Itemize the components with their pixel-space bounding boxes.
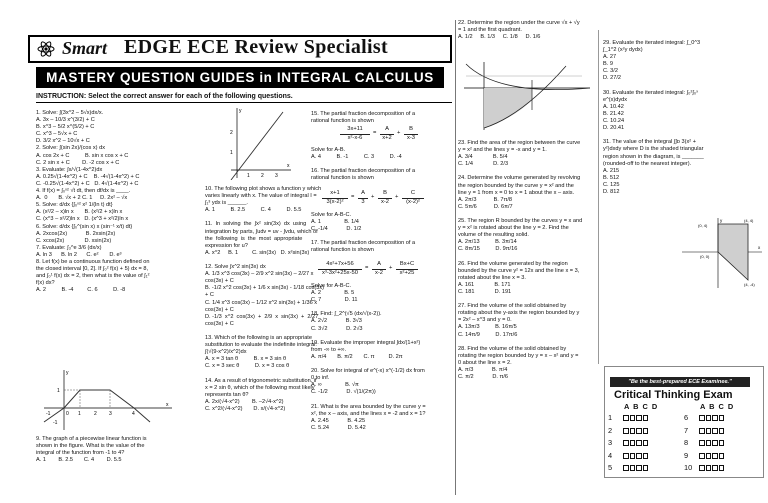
answer-bubble[interactable] — [636, 415, 642, 421]
answer-bubble[interactable] — [630, 453, 636, 459]
answer-bubble[interactable] — [630, 415, 636, 421]
answer-bubble[interactable] — [712, 453, 718, 459]
answer-bubble[interactable] — [712, 428, 718, 434]
point-label: (0, 4) — [698, 223, 708, 228]
answer-row: 8 — [684, 438, 725, 451]
answer-bubble[interactable] — [712, 440, 718, 446]
answer-bubble[interactable] — [643, 415, 649, 421]
tick-label: 4 — [132, 411, 135, 417]
answer-bubble[interactable] — [719, 465, 725, 471]
answer-bubble[interactable] — [636, 465, 642, 471]
answer-bubble[interactable] — [699, 440, 705, 446]
tick-label: 0 — [66, 411, 69, 417]
question-16: Solve for A-B. A. 4 B. -1 C. 3 D. -4 16. The partial fraction decomposition of a rational function is shown — [311, 147, 416, 182]
triangular-region-figure — [678, 216, 764, 290]
answer-bubble[interactable] — [623, 415, 629, 421]
answer-bubble[interactable] — [706, 465, 712, 471]
answer-row: 3 — [608, 438, 649, 451]
answer-bubble[interactable] — [719, 440, 725, 446]
answer-row: 6 — [684, 413, 725, 426]
answer-row: 7 — [684, 426, 725, 439]
tick-label: -1 — [46, 411, 51, 417]
tick-label: 2 — [261, 173, 264, 179]
brand-name: Smart — [62, 38, 108, 58]
answer-row: 2 — [608, 426, 649, 439]
column-divider — [455, 20, 456, 495]
question-9: 9. The graph of a piecewise linear function is shown in the figure. What is the value of the integral of the function from -1 to 4? A. 1 B. 2.5 C. 4 D. 5.5 — [36, 436, 147, 464]
answer-bubble[interactable] — [706, 415, 712, 421]
answer-row: 5 — [608, 463, 649, 476]
answer-bubble[interactable] — [623, 428, 629, 434]
piecewise-graph-figure — [38, 366, 178, 434]
answer-bubble[interactable] — [719, 453, 725, 459]
answer-bubble[interactable] — [706, 440, 712, 446]
tick-label: 1 — [78, 411, 81, 417]
tick-label: 2 — [230, 130, 233, 136]
answer-bubble[interactable] — [636, 428, 642, 434]
axis-label: y — [720, 218, 723, 223]
tick-label: -1 — [53, 420, 58, 426]
divider — [36, 102, 452, 103]
answer-bubble[interactable] — [630, 465, 636, 471]
answer-row: 4 — [608, 451, 649, 464]
answer-bubble[interactable] — [699, 465, 705, 471]
point-label: (4, -4) — [744, 282, 755, 287]
partial-fraction-17: 4x²+7x+56 x³-3x²+25x-50 = A x-2 + Bx+C x²+25 — [318, 261, 452, 281]
axis-label: x — [287, 163, 290, 169]
answer-bubble[interactable] — [643, 453, 649, 459]
answer-bubble[interactable] — [623, 440, 629, 446]
answer-bubble[interactable] — [706, 453, 712, 459]
choice-letters: A B C D — [700, 402, 735, 411]
column-divider — [598, 30, 599, 364]
answer-bubble[interactable] — [712, 465, 718, 471]
answer-bubble[interactable] — [699, 453, 705, 459]
answer-bubble[interactable] — [623, 453, 629, 459]
question-17: Solve for A-B-C. A. 1 B. 1/4 C. -1/4 D. 1/2 17. The partial fraction decomposition of a rational function is shown — [311, 212, 416, 254]
answer-bubble[interactable] — [630, 440, 636, 446]
answer-bubble[interactable] — [643, 428, 649, 434]
answer-sheet-title: Critical Thinking Exam — [614, 389, 733, 401]
page-title: EDGE ECE Review Specialist — [124, 36, 388, 58]
question-15: 15. The partial fraction decomposition of a rational function is shown — [311, 111, 416, 125]
tick-label: 3 — [275, 173, 278, 179]
curve-region-figure — [462, 60, 594, 132]
answer-rows-left — [608, 413, 649, 476]
instruction-text: INSTRUCTION: Select the correct answer for each of the following questions. — [36, 93, 293, 100]
partial-fraction-15: 3x+11 x²-x-6 = A x+2 + B x-3 — [340, 126, 450, 146]
axis-label: x — [166, 402, 169, 408]
answer-bubble[interactable] — [712, 415, 718, 421]
slogan-tag: "Be the best-prepared ECE Examinee." — [610, 377, 750, 387]
answer-rows-right — [684, 413, 725, 476]
axis-label: y — [239, 108, 242, 114]
atom-icon — [36, 39, 56, 64]
tick-label: 2 — [94, 411, 97, 417]
questions-18-21: Solve for A-B-C. A. 2 B. 5 C. 7 D. 11 18. Find: ∫_2^(√5 (dx/√(x-2)). A. 2√2 B. 3√3 C. 3√2 D. 2√3 19. Evaluate the improper integral ∫dx/(1+x²) from -∞ to +∞. A. π/4 B. π/2 C. π D. 2π 20. Solve for integral of e^(-x) x^(-1/2) dx from 0 to inf. A. ∞ B. √π C. -1/2 D. √(1/(2π)) 21. What is the area bounded by the curve y = x², the x – axis, and the lines x = -2 and x = 1? A. 2.45 B. 4.25 C. 5.24 D. 5.42 — [311, 283, 426, 431]
answer-bubble[interactable] — [699, 428, 705, 434]
axis-label: x — [758, 245, 761, 250]
answer-row: 10 — [684, 463, 725, 476]
axis-label: y — [66, 370, 69, 376]
answer-bubble[interactable] — [630, 428, 636, 434]
linear-plot-figure — [225, 104, 295, 180]
choice-letters: A B C D — [624, 402, 659, 411]
question-22: 22. Determine the region under the curve √x + √y = 1 and the first quadrant. A. 1/2 B. 1/3 C. 1/8 D. 1/6 — [458, 20, 580, 41]
answer-bubble[interactable] — [636, 453, 642, 459]
questions-23-28: 23. Find the area of the region between the curve y = x² and the lines y = -x and y = 1. A. 3/4 B. 5/4 C. 1/4 D. 2/3 24. Determine the volume generated by revolving the region bounded by the curve y = x² and the line y = 1 from x = 0 to x = 1 about the x – axis. A. 2π/3 B. 7π/8 C. 5π/6 D. 6π/7 25. The region R bounded by the curves y = x and y = x² is rotated about the line y = 2. Find the volume of the resulting solid. A. 2π/13 B. 3π/14 C. 8π/15 D. 9π/16 26. Find the volume generated by the region bounded by the curve y² = 12x and the line x = 3, rotated about the line x = 3. A. 161 B. 171 C. 181 D. 191 27. Find the volume of the solid obtained by rotating about the y-axis the region bounded by y = 2x² – x^3 and y = 0. A. 13π/3 B. 16π/5 C. 14π/9 D. 17π/6 28. Find the volume of the solid obtained by rotating the region bounded by y = x – x² and y = 0 about the line x = 2. A. π/3 B. π/4 C. π/2 D. π/6 — [458, 140, 583, 381]
tick-label: 3 — [109, 411, 112, 417]
tick-label: 1 — [247, 173, 250, 179]
answer-bubble[interactable] — [719, 415, 725, 421]
tick-label: 1 — [230, 150, 233, 156]
section-banner: MASTERY QUESTION GUIDES in INTEGRAL CALCULUS — [36, 67, 444, 88]
questions-29-31: 29. Evaluate the iterated integral: ∫_0^3 ∫_1^2 (x²y dydx) A. 27 B. 9 C. 3/2 D. 27/2 30. Evaluate the iterated integral: ∫₀²∫₀ˣ e^(x)dydx A. 10.42 B. 21.42 C. 10.24 D. 20.41 31. The value of the integral ∫∫ᴅ 3(x² + y²)dxdy where D is the shaded triangular region shown in the diagram, is _______ (rounded-off to the nearest integer). A. 215 B. 512 C. 125 D. 812 — [603, 40, 704, 195]
point-label: (4, 4) — [744, 218, 754, 223]
answer-bubble[interactable] — [636, 440, 642, 446]
answer-row: 1 — [608, 413, 649, 426]
tick-label: 1 — [57, 388, 60, 394]
answer-bubble[interactable] — [699, 415, 705, 421]
answer-row: 9 — [684, 451, 725, 464]
answer-bubble[interactable] — [643, 465, 649, 471]
questions-10-14: 10. The following plot shows a function y which varies linearly with x. The value of integral I = ∫₁³ ydx is ______. A. 1 B. 2.5 C. 4 D. 5.5 11. In solving the ∫x² sin(3x) dx using integration by parts, ∫udv = uv - ∫vdu, which of the following is the most appropriate expression for u? A. x^2 B. 1 C. sin(3x) D. x²sin(3x) 12. Solve ∫x^2 sin(3x) dx A. 1/3 x^3 cos(3x) – 2/9 x^2 sin(3x) – 2/27 x cos(3x) + C B. -1/2 x^2 cos(3x) + 1/6 x sin(3x) - 1/18 cos(3x) + C C. 1/4 x^3 cos(3x) – 1/12 x^2 sin(3x) + 1/36 x cos(3x) + C D. -1/3 x^2 cos(3x) + 2/9 x sin(3x) + 2/27 cos(3x) + C 13. Which of the following is an appropriate substitution to evaluate the indefinite integral: ∫(√(9-x^2)/x^2)dx A. x = 3 tan θ B. x = 3 sin θ C. x = 3 sec θ D. x = 3 cos θ 14. As a result of trigonometric substitution, if x = 2 sin θ, which of the following most likely represents tan θ? A. 2x/(√4-x^2) B. –2√4-x^2) C. x^2/(√4-x^2) D. x/(√4-x^2) — [205, 186, 325, 412]
answer-bubble[interactable] — [643, 440, 649, 446]
questions-1-8: 1. Solve: ∫(3x^2 – 5√x)dx/x. A. 3x – 10/3 x^(3/2) + C B. x^3 – 5/2 x^(5/2) + C C. x^3 – 5√x + C D. 3/2 x^2 – 10√x + C 2. Solve: ∫(sin 2x)/(cos x) dx A. cos 2x + C B. sin x cos x + C C. 2 sin x + C D. -2 cos x + C 3. Evaluate: ∫x/√(1-4x^2)dx A. 0.25√(1-4x^2) + C B. -4√(1-4x^2) + C C. -0.25√(1-4x^2) + C D. 4√(1-4x^2) + C 4. If f(x) = ∫₀ˣ² √t dt, then df/dx is ____. A. 0 B. √x + 2 C. 1 D. 2x² – √x 5. Solve: d/dx {∫₀ˣ² x² 1/(ln t) dt} A. (x²/2 – x)ln x B. (x²/2 + x)ln x C. (x^3 – x²/2)ln x D. (x^3 + x²/2)ln x 6. Solve: d/dx {∫₀^(sin x) x (sin⁻¹ x/t) dt} A. 2xcos(2x) B. 2xsin(2x) C. xcos(2x) D. xsin(2x) 7. Evaluate: ∫₃^e 3/6 (dx/x) A. ln 3 B. ln 2 C. e² D. e³ 8. Let f(x) be a continuous function defined on the closed interval [0, 2]. If ∫₀² f(x) + 5) dx = 8, and ∫₀¹ f(x) dx = 2, then what is the value of ∫₁² f(x) dx? A. 2 B. -4 C. 6 D. -8 — [36, 110, 150, 294]
answer-bubble[interactable] — [719, 428, 725, 434]
point-label: (0, 0) — [700, 254, 710, 259]
answer-bubble[interactable] — [706, 428, 712, 434]
partial-fraction-16: x+1 3(x-2)² = A 3 + B x-2 + C (x-2)² — [322, 190, 452, 210]
answer-bubble[interactable] — [623, 465, 629, 471]
